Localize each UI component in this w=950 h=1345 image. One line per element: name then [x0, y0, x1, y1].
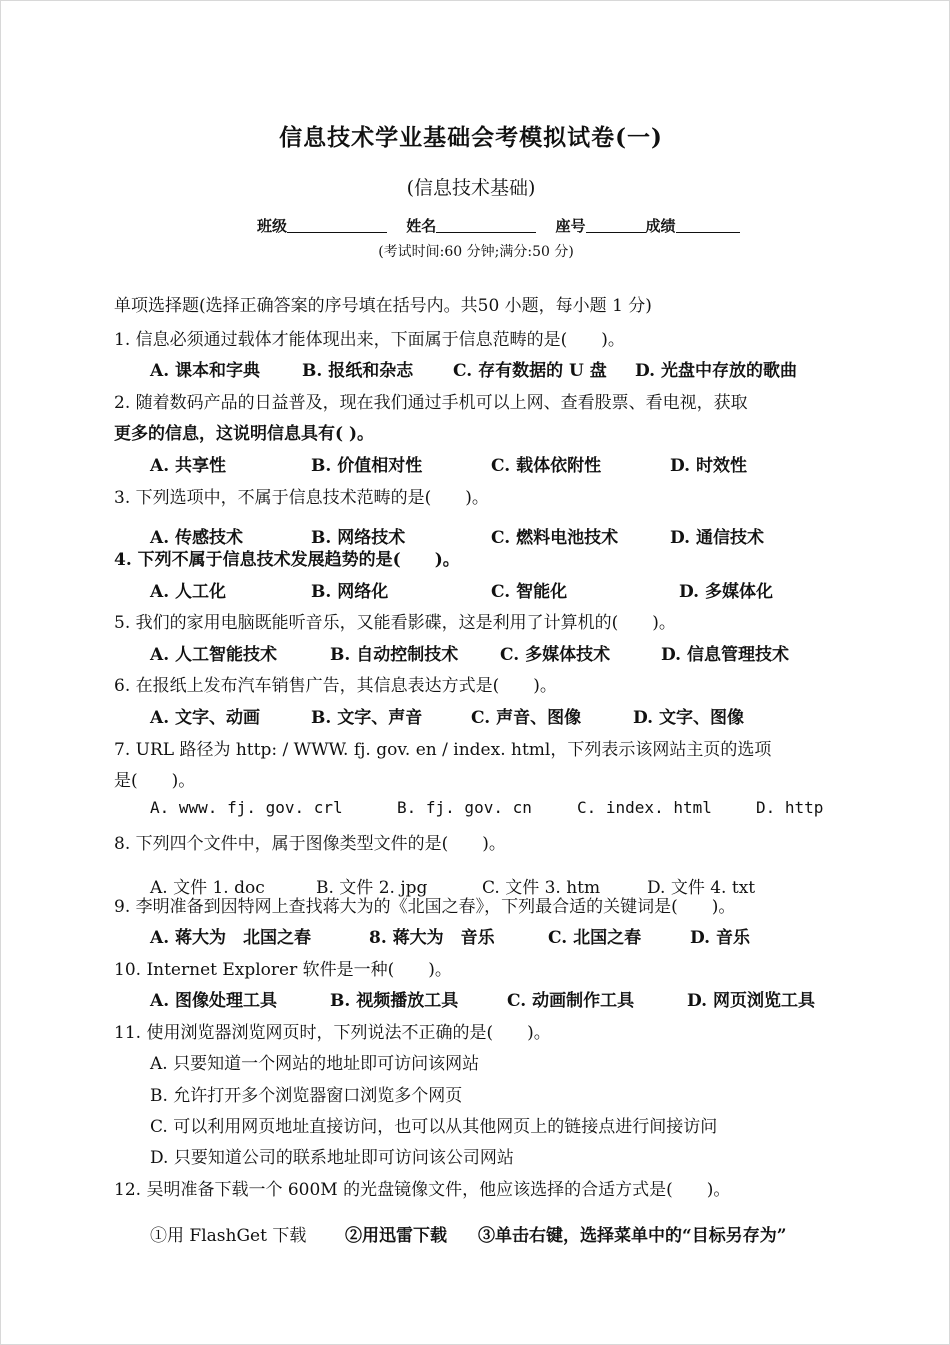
option: C. 声音、图像	[471, 708, 582, 728]
option: C. index. html	[577, 798, 712, 817]
question-4-stem: 4. 下列不属于信息技术发展趋势的是( )。	[114, 550, 460, 570]
score-blank	[676, 218, 740, 233]
option: A. 传感技术	[150, 528, 244, 548]
option: D. 光盘中存放的歌曲	[635, 361, 797, 381]
seat-blank	[586, 218, 646, 233]
question-1-stem: 1. 信息必须通过载体才能体现出来，下面属于信息范畴的是( )。	[114, 330, 625, 350]
option: D. http	[756, 798, 824, 817]
question-2-stem: 2. 随着数码产品的日益普及，现在我们通过手机可以上网、查看股票、看电视，获取	[114, 393, 748, 413]
option: B. 文件 2. jpg	[316, 878, 428, 898]
option: B. 自动控制技术	[330, 645, 459, 665]
option: A. 人工化	[150, 582, 227, 602]
option: C. 文件 3. htm	[482, 878, 601, 898]
option: D. 信息管理技术	[661, 645, 789, 665]
question-8-stem: 8. 下列四个文件中，属于图像类型文件的是( )。	[114, 834, 506, 854]
option: B. 报纸和杂志	[302, 361, 414, 381]
option: C. 智能化	[491, 582, 568, 602]
option: D. 多媒体化	[679, 582, 773, 602]
question-7-stem: 7. URL 路径为 http: / WWW. fj. gov. en / index. html，下列表示该网站主页的选项	[114, 740, 772, 760]
option: ③单击右键，选择菜单中的“目标另存为”	[478, 1226, 787, 1246]
option: A. 文件 1. doc	[150, 878, 265, 898]
option: ①用 FlashGet 下载	[150, 1226, 307, 1246]
option: B. 价值相对性	[311, 456, 423, 476]
question-10-stem: 10. Internet Explorer 软件是一种( )。	[114, 960, 452, 980]
question-3-stem: 3. 下列选项中，不属于信息技术范畴的是( )。	[114, 488, 489, 508]
question-2-stem-cont: 更多的信息，这说明信息具有( )。	[114, 424, 375, 444]
page-title: 信息技术学业基础会考模拟试卷(一)	[279, 124, 663, 151]
option: 8. 蒋大为 音乐	[369, 928, 495, 948]
class-blank	[287, 218, 387, 233]
option: A. www. fj. gov. crl	[150, 798, 343, 817]
option: A. 文字、动画	[150, 708, 261, 728]
section-instruction: 单项选择题(选择正确答案的序号填在括号内。共50 小题，每小题 1 分)	[114, 296, 652, 316]
option: C. 存有数据的 U 盘	[453, 361, 607, 381]
option: B. fj. gov. cn	[397, 798, 532, 817]
option: D. 网页浏览工具	[687, 991, 815, 1011]
option: C. 动画制作工具	[507, 991, 635, 1011]
question-11-option-d: D. 只要知道公司的联系地址即可访问该公司网站	[150, 1148, 514, 1168]
option: A. 图像处理工具	[150, 991, 278, 1011]
option: D. 文件 4. txt	[647, 878, 756, 898]
question-6-stem: 6. 在报纸上发布汽车销售广告，其信息表达方式是( )。	[114, 676, 557, 696]
option: D. 时效性	[670, 456, 747, 476]
question-12-stem: 12. 吴明准备下载一个 600M 的光盘镜像文件，他应该选择的合适方式是( )。	[114, 1180, 731, 1200]
option: B. 文字、声音	[311, 708, 423, 728]
option: D. 通信技术	[670, 528, 764, 548]
question-11-stem: 11. 使用浏览器浏览网页时，下列说法不正确的是( )。	[114, 1023, 551, 1043]
question-7-stem-cont: 是( )。	[114, 771, 196, 791]
option: B. 视频播放工具	[330, 991, 459, 1011]
option: C. 载体依附性	[491, 456, 602, 476]
question-11-option-c: C. 可以利用网页地址直接访问，也可以从其他网页上的链接点进行间接访问	[150, 1117, 718, 1137]
name-label: 姓名	[406, 217, 437, 235]
student-info-row	[257, 215, 740, 236]
option: A. 课本和字典	[150, 361, 261, 381]
page-subtitle: (信息技术基础)	[406, 177, 536, 199]
option: B. 网络化	[311, 582, 389, 602]
score-label: 成绩	[645, 217, 676, 235]
option: D. 文字、图像	[633, 708, 744, 728]
option: D. 音乐	[690, 928, 750, 948]
question-11-option-a: A. 只要知道一个网站的地址即可访问该网站	[150, 1054, 480, 1074]
question-5-stem: 5. 我们的家用电脑既能听音乐，又能看影碟，这是利用了计算机的( )。	[114, 613, 676, 633]
seat-label: 座号	[555, 217, 586, 235]
option: C. 多媒体技术	[500, 645, 611, 665]
name-blank	[436, 218, 536, 233]
option: B. 网络技术	[311, 528, 406, 548]
option: A. 人工智能技术	[150, 645, 278, 665]
option: ②用迅雷下载	[345, 1226, 447, 1246]
class-label: 班级	[257, 217, 288, 235]
question-9-stem: 9. 李明准备到因特网上查找蒋大为的《北国之春》，下列最合适的关键词是( )。	[114, 897, 736, 917]
option: A. 蒋大为 北国之春	[150, 928, 312, 948]
question-11-option-b: B. 允许打开多个浏览器窗口浏览多个网页	[150, 1086, 463, 1106]
option: C. 北国之春	[548, 928, 642, 948]
option: C. 燃料电池技术	[491, 528, 619, 548]
option: A. 共享性	[150, 456, 227, 476]
exam-time-note: (考试时间:60 分钟;满分:50 分)	[378, 244, 574, 260]
